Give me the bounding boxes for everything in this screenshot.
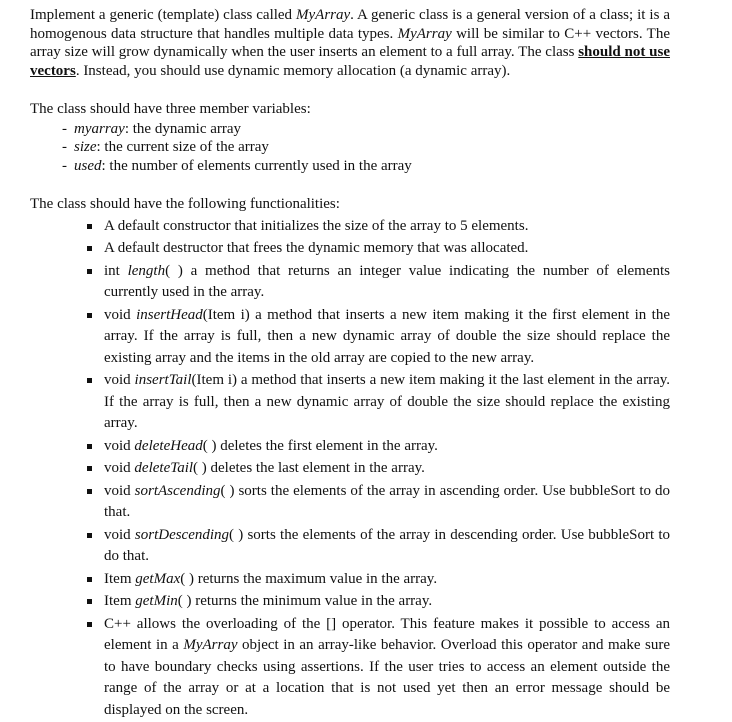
member-desc: : the current size of the array [96,139,269,155]
intro-text-2: . A generic class is a general version of a class; it is a homogenous data structure that handles multiple data types. [30,7,670,42]
member-desc: : the dynamic array [124,120,242,137]
functionality-item: A default constructor that initializes the size of the array to 5 elements. [30,216,670,238]
square-bullet-icon [87,378,92,383]
functionality-item: void deleteHead( ) deletes the first element in the array. [30,436,670,458]
intro-class-name-2: MyArray [397,25,452,42]
square-bullet-icon [87,313,92,318]
member-name: myarray [74,120,125,137]
functionality-item: Item getMax( ) returns the maximum value in the array. [30,569,670,591]
member-item: - used: the number of elements currently used in the array [62,157,412,174]
functionality-item: A default destructor that frees the dynamic memory that was allocated. [30,238,670,260]
square-bullet-icon [87,599,92,604]
square-bullet-icon [87,489,92,494]
intro-text-3: will be similar to C++ vectors. The array size will grow dynamically when the user inserts an element to a full array. The class [30,25,670,60]
intro-paragraph [30,6,670,80]
functionality-item: void sortAscending( ) sorts the elements of the array in ascending order. Use bubbleSort to do that. [30,481,670,524]
member-name: size [74,139,97,155]
intro-text-4: . Instead, you should use dynamic memory allocation (a dynamic array). [75,62,511,79]
square-bullet-icon [87,444,92,449]
members-heading: The class should have three member variables: [30,101,311,117]
intro-class-name: MyArray [296,7,351,23]
square-bullet-icon [87,224,92,229]
functionality-item: void insertTail(Item i) a method that inserts a new item making it the last element in the array. If the array is full, then a new dynamic array of double the size should replace the existing array. [30,370,670,435]
intro-text-1: Implement a generic (template) class called [30,7,296,23]
member-item: - size: the current size of the array [62,139,269,155]
square-bullet-icon [87,466,92,471]
member-variable-list [30,120,670,176]
square-bullet-icon [87,246,92,251]
functionality-item: int length( ) a method that returns an integer value indicating the number of elements currently used in the array. [30,261,670,304]
functionality-item: void sortDescending( ) sorts the elements of the array in descending order. Use bubbleSort to do that. [30,525,670,568]
square-bullet-icon [87,533,92,538]
functionality-list [30,216,670,722]
functionality-item: Item getMin( ) returns the minimum value in the array. [30,591,670,613]
member-item: - myarray: the dynamic array [62,120,242,137]
functions-heading: The class should have the following functionalities: [30,196,340,212]
intro-emphasis: should not use vectors [30,44,670,79]
functionality-item: void insertHead(Item i) a method that inserts a new item making it the first element in the array. If the array is full, then a new dynamic array of double the size should replace the existing array and the items in the old array are copied to the new array. [30,305,670,370]
square-bullet-icon [87,269,92,274]
functionality-item: void deleteTail( ) deletes the last element in the array. [30,458,670,480]
member-desc: : the number of elements currently used in the array [101,157,412,174]
document-page [30,6,670,722]
functionality-item-operator-overload: C++ allows the overloading of the [] operator. This feature makes it possible to access an element in a MyArray object in an array-like behavior. Overload this operator and make sure to have boundary checks using assertions. If the user tries to access an element outside the range of the array or at a location that is not used yet then an error message should be displayed on the screen. [30,614,670,722]
member-name: used [74,157,102,174]
square-bullet-icon [87,622,92,627]
square-bullet-icon [87,577,92,582]
